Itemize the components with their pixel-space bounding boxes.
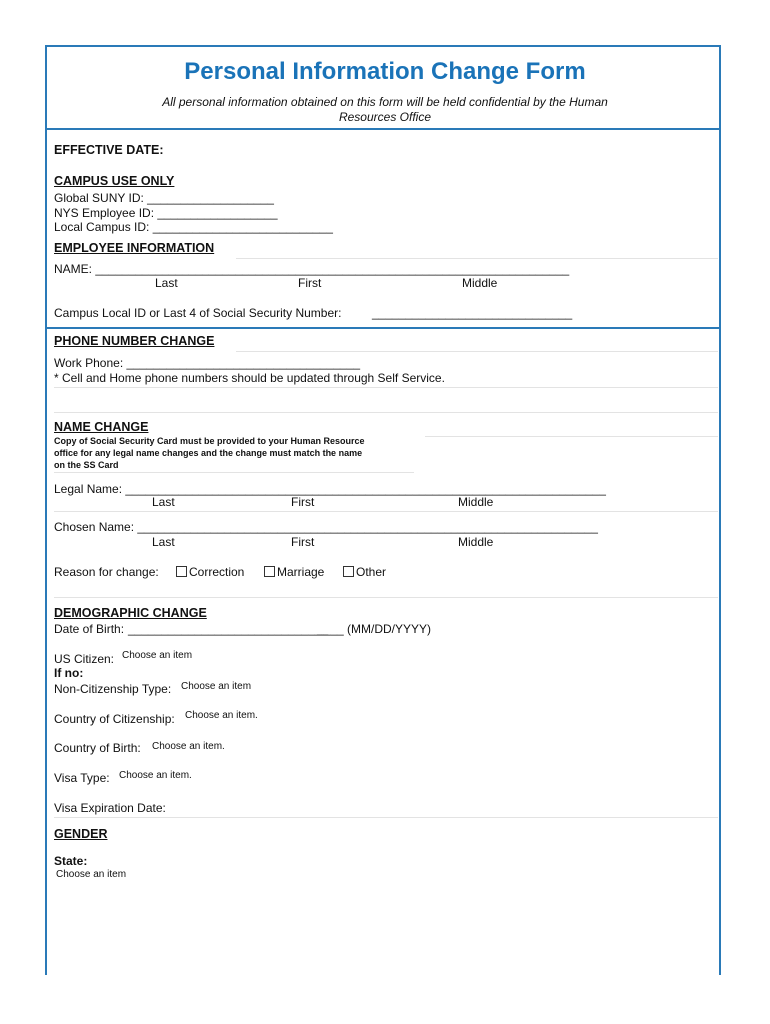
country-of-birth-label: Country of Birth: bbox=[54, 741, 141, 755]
section-divider bbox=[236, 351, 718, 352]
subtitle-line-1: All personal information obtained on this form will be held confidential by the Human bbox=[162, 95, 608, 109]
country-of-citizenship-select[interactable]: Choose an item. bbox=[185, 710, 258, 721]
chosen-middle-caption: Middle bbox=[458, 535, 494, 549]
campus-use-header: CAMPUS USE ONLY bbox=[54, 174, 175, 188]
correction-label: Correction bbox=[189, 565, 245, 579]
chosen-name-field[interactable]: Chosen Name: _____________________________________________________________________ bbox=[54, 520, 598, 534]
campus-local-id-field[interactable]: ______________________________ bbox=[372, 306, 573, 320]
checkbox-icon bbox=[343, 566, 354, 577]
state-label: State: bbox=[54, 854, 88, 868]
dob-format-hint: ____ (MM/DD/YYYY) bbox=[317, 622, 432, 636]
other-checkbox[interactable] bbox=[343, 565, 386, 579]
name-middle-caption: Middle bbox=[462, 276, 498, 290]
legal-name-field[interactable]: Legal Name: ________________________________________________________________________ bbox=[54, 482, 606, 496]
us-citizen-label: US Citizen: bbox=[54, 652, 115, 666]
name-change-header: NAME CHANGE bbox=[54, 420, 149, 434]
marriage-label: Marriage bbox=[277, 565, 325, 579]
country-of-citizenship-label: Country of Citizenship: bbox=[54, 712, 175, 726]
work-phone-field[interactable]: Work Phone: ___________________________________ bbox=[54, 356, 361, 370]
name-last-caption: Last bbox=[155, 276, 178, 290]
employee-divider bbox=[45, 327, 721, 329]
dob-label: Date of Birth: bbox=[54, 622, 125, 636]
nys-employee-id-field[interactable]: NYS Employee ID: __________________ bbox=[54, 206, 278, 220]
campus-local-id-label: Campus Local ID or Last 4 of Social Security Number: bbox=[54, 306, 342, 320]
legal-last-caption: Last bbox=[152, 495, 175, 509]
ss-card-note-line-1: Copy of Social Security Card must be provided to your Human Resource bbox=[54, 436, 365, 446]
chosen-last-caption: Last bbox=[152, 535, 175, 549]
visa-type-select[interactable]: Choose an item. bbox=[119, 770, 192, 781]
marriage-checkbox[interactable] bbox=[264, 565, 324, 579]
phone-change-header: PHONE NUMBER CHANGE bbox=[54, 334, 215, 348]
phone-note: * Cell and Home phone numbers should be updated through Self Service. bbox=[54, 371, 445, 385]
local-campus-id-field[interactable]: Local Campus ID: ___________________________ bbox=[54, 220, 333, 234]
non-citizenship-type-label: Non-Citizenship Type: bbox=[54, 682, 172, 696]
visa-expiration-label: Visa Expiration Date: bbox=[54, 801, 166, 815]
checkbox-icon bbox=[176, 566, 187, 577]
other-label: Other bbox=[356, 565, 387, 579]
correction-checkbox[interactable] bbox=[176, 565, 244, 579]
employee-info-header: EMPLOYEE INFORMATION bbox=[54, 241, 215, 255]
country-of-birth-select[interactable]: Choose an item. bbox=[152, 741, 225, 752]
section-divider bbox=[54, 597, 718, 598]
form-title: Personal Information Change Form bbox=[184, 58, 586, 85]
ss-card-note-line-3: on the SS Card bbox=[54, 460, 119, 470]
reason-for-change-label: Reason for change: bbox=[54, 565, 159, 579]
global-suny-id-field[interactable]: Global SUNY ID: ___________________ bbox=[54, 191, 274, 205]
section-divider bbox=[236, 258, 718, 259]
employee-name-field[interactable]: NAME: _______________________________________________________________________ bbox=[54, 262, 570, 276]
gender-header: GENDER bbox=[54, 827, 108, 841]
legal-middle-caption: Middle bbox=[458, 495, 494, 509]
section-divider bbox=[54, 511, 718, 512]
section-divider bbox=[425, 436, 718, 437]
section-divider bbox=[54, 472, 414, 473]
chosen-first-caption: First bbox=[291, 535, 315, 549]
dob-field[interactable]: ______________________________ bbox=[128, 622, 329, 636]
section-divider bbox=[54, 387, 718, 388]
if-no-label: If no: bbox=[54, 666, 84, 680]
visa-type-label: Visa Type: bbox=[54, 771, 110, 785]
us-citizen-select[interactable]: Choose an item bbox=[122, 650, 193, 661]
legal-first-caption: First bbox=[291, 495, 315, 509]
section-divider bbox=[54, 817, 718, 818]
demographic-change-header: DEMOGRAPHIC CHANGE bbox=[54, 606, 207, 620]
subtitle-line-2: Resources Office bbox=[338, 110, 432, 124]
non-citizenship-type-select[interactable]: Choose an item bbox=[181, 681, 252, 692]
header-divider bbox=[45, 128, 721, 130]
checkbox-icon bbox=[264, 566, 275, 577]
name-first-caption: First bbox=[298, 276, 322, 290]
gender-state-select[interactable]: Choose an item bbox=[56, 869, 127, 880]
effective-date-label: EFFECTIVE DATE: bbox=[54, 143, 164, 157]
section-divider bbox=[54, 412, 718, 413]
ss-card-note-line-2: office for any legal name changes and the change must match the name bbox=[54, 448, 363, 458]
